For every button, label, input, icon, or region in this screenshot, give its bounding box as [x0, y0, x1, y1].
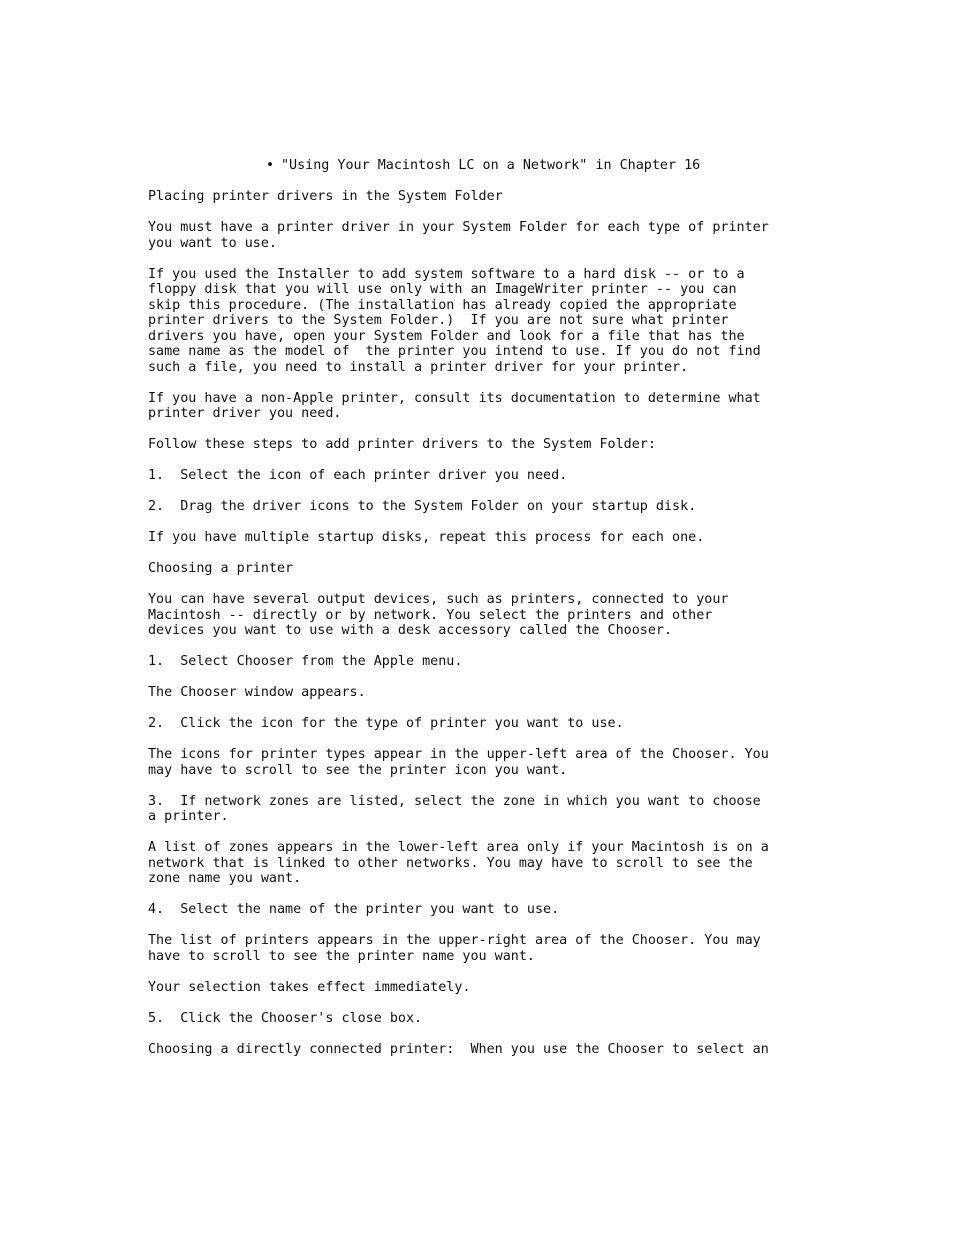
step-item: 4. Select the name of the printer you want to use. [148, 902, 560, 917]
section-heading-drivers: Placing printer drivers in the System Folder [148, 189, 503, 204]
step-item: 2. Click the icon for the type of printer you want to use. [148, 716, 624, 731]
step-item: 2. Drag the driver icons to the System Folder on your startup disk. [148, 499, 697, 514]
paragraph: If you have a non-Apple printer, consult its documentation to determine what printer driver you need. [148, 390, 761, 421]
paragraph: The Chooser window appears. [148, 685, 366, 700]
bullet-icon: • [266, 158, 275, 173]
document-page [148, 158, 828, 1073]
paragraph: Follow these steps to add printer drivers to the System Folder: [148, 437, 656, 452]
bullet-text: "Using Your Macintosh LC on a Network" in Chapter 16 [281, 158, 701, 173]
paragraph: Your selection takes effect immediately. [148, 979, 471, 995]
paragraph: The list of printers appears in the upper-right area of the Chooser. You may have to scroll to see the printer name you want. [148, 933, 761, 964]
paragraph: A list of zones appears in the lower-left area only if your Macintosh is on a network that is linked to other networks. You may have to scroll to see the zone name you want. [148, 840, 769, 886]
section-heading-choosing: Choosing a printer [148, 561, 294, 576]
step-item: 1. Select Chooser from the Apple menu. [148, 654, 463, 669]
paragraph: You must have a printer driver in your System Folder for each type of printer you want to use. [148, 220, 769, 251]
paragraph: If you used the Installer to add system software to a hard disk -- or to a floppy disk that you will use only with an ImageWriter printer -- you can skip this procedure. (The installation has already copied the appropriate printer drivers to the System Folder.) If you are not sure what printer drivers you have, open your System Folder and look for a file that has the same name as the model of the printer you intend to use. If you do not find such a file, you need to install a printer driver for your printer. [148, 266, 761, 375]
step-item: 5. Click the Chooser's close box. [148, 1010, 423, 1026]
step-item: 3. If network zones are listed, select the zone in which you want to choose a printer. [148, 793, 761, 824]
paragraph: Choosing a directly connected printer: When you use the Chooser to select an [148, 1041, 769, 1057]
bullet-item [148, 158, 828, 174]
paragraph: You can have several output devices, such as printers, connected to your Macintosh -- directly or by network. You select the printers and other devices you want to use with a desk accessory called the Chooser. [148, 592, 729, 638]
paragraph: The icons for printer types appear in the upper-left area of the Chooser. You may have to scroll to see the printer icon you want. [148, 747, 769, 778]
paragraph: If you have multiple startup disks, repeat this process for each one. [148, 530, 705, 545]
step-item: 1. Select the icon of each printer driver you need. [148, 468, 568, 483]
